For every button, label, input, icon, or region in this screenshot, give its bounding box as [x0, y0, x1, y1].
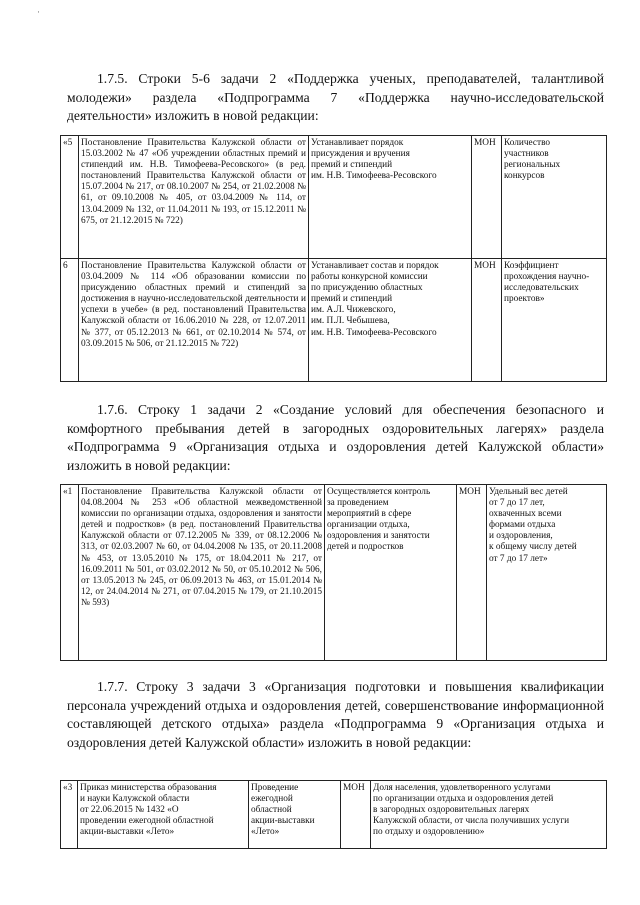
org-cell: МОН — [457, 485, 487, 661]
table-section-1-7-5 — [60, 135, 607, 382]
table-row — [61, 781, 607, 849]
row-number: 6 — [61, 259, 79, 382]
page-mark: · — [37, 7, 40, 17]
row-number: «5 — [61, 136, 79, 259]
row-number: «1 — [61, 485, 79, 661]
content-cell: Устанавливает порядок присуждения и вручения премий и стипендий им. Н.В. Тимофеева-Ресовского — [309, 136, 472, 259]
table-row — [61, 259, 607, 382]
table-row — [61, 485, 607, 661]
document-cell: Постановление Правительства Калужской области от 03.04.2009 № 114 «Об образовании комиссии по присуждению областных премий и стипендий за достижения в научно-исследовательской деятельности и успехи в учебе» (в ред. постановлений Правительства Калужской области от 16.06.2010 № 228, от 12.07.2011 № 377, от 05.12.2013 № 661, от 02.10.2014 № 574, от 03.09.2015 № 506, от 21.12.2015 № 722) — [79, 259, 309, 382]
indicator-cell: Коэффициент прохождения научно- исследовательских проектов» — [502, 259, 607, 382]
indicator-cell: Удельный вес детей от 7 до 17 лет, охваченных всеми формами отдыха и оздоровления, к общему числу детей от 7 до 17 лет» — [487, 485, 607, 661]
content-cell: Устанавливает состав и порядок работы конкурсной комиссии по присуждению областных премий и стипендий им. А.Л. Чижевского, им. П.Л. Чебышева, им. Н.В. Тимофеева-Ресовского — [309, 259, 472, 382]
document-cell: Постановление Правительства Калужской области от 04.08.2004 № 253 «Об областной межведомственной комиссии по организации отдыха, оздоровления и занятости детей и подростков» (в ред. постановлений Правительства Калужской области от 07.12.2005 № 339, от 08.12.2006 № 313, от 02.03.2007 № 60, от 04.04.2008 № 135, от 20.11.2008 № 453, от 13.05.2010 № 175, от 18.04.2011 № 217, от 16.09.2011 № 501, от 03.02.2012 № 50, от 05.10.2012 № 506, от 13.05.2013 № 245, от 06.09.2013 № 463, от 15.01.2014 № 12, от 24.04.2014 № 271, от 07.04.2015 № 179, от 21.10.2015 № 593) — [79, 485, 325, 661]
content-cell: Осуществляется контроль за проведением мероприятий в сфере организации отдыха, оздоровления и занятости детей и подростков — [325, 485, 457, 661]
paragraph: 1.7.6. Строку 1 задачи 2 «Создание условий для обеспечения безопасного и комфортного пребывания детей в загородных оздоровительных лагерях» раздела «Подпрограмма 9 «Организация отдыха и оздоровления детей Калужской области» изложить в новой редакции: — [67, 402, 604, 473]
document-cell: Приказ министерства образования и науки Калужской области от 22.06.2015 № 1432 «О проведении ежегодной областной акции-выставки «Лето» — [78, 781, 249, 849]
indicator-cell: Количество участников региональных конкурсов — [502, 136, 607, 259]
table-section-1-7-6 — [60, 484, 607, 661]
indicator-cell: Доля населения, удовлетворенного услугами по организации отдыха и оздоровления детей в загородных оздоровительных лагерях Калужской области, от числа получивших услуги по отдыху и оздоровлению» — [371, 781, 607, 849]
section-1-7-7-text — [67, 678, 604, 752]
row-number: «3 — [61, 781, 78, 849]
section-1-7-5-text — [67, 70, 604, 126]
document-cell: Постановление Правительства Калужской области от 15.03.2002 № 47 «Об учреждении областных премий и стипендий им. Н.В. Тимофеева-Ресовского» (в ред. постановлений Правительства Калужской области от 15.07.2004 № 217, от 08.10.2007 № 254, от 21.02.2008 № 61, от 09.10.2008 № 405, от 03.04.2009 № 114, от 13.04.2009 № 132, от 11.04.2011 № 193, от 15.12.2011 № 675, от 21.12.2015 № 722) — [79, 136, 309, 259]
table-row — [61, 136, 607, 259]
content-cell: Проведение ежегодной областной акции-выставки «Лето» — [249, 781, 341, 849]
paragraph: 1.7.5. Строки 5-6 задачи 2 «Поддержка ученых, преподавателей, талантливой молодежи» раздела «Подпрограмма 7 «Поддержка научно-исследовательской деятельности» изложить в новой редакции: — [67, 71, 604, 123]
paragraph: 1.7.7. Строку 3 задачи 3 «Организация подготовки и повышения квалификации персонала учреждений отдыха и оздоровления детей, совершенствование информационной составляющей детского отдыха» раздела «Подпрограмма 9 «Организация отдыха и оздоровления детей Калужской области» изложить в новой редакции: — [67, 679, 604, 750]
org-cell: МОН — [472, 259, 502, 382]
org-cell: МОН — [472, 136, 502, 259]
section-1-7-6-text — [67, 401, 604, 475]
org-cell: МОН — [341, 781, 371, 849]
table-section-1-7-7 — [60, 780, 607, 849]
